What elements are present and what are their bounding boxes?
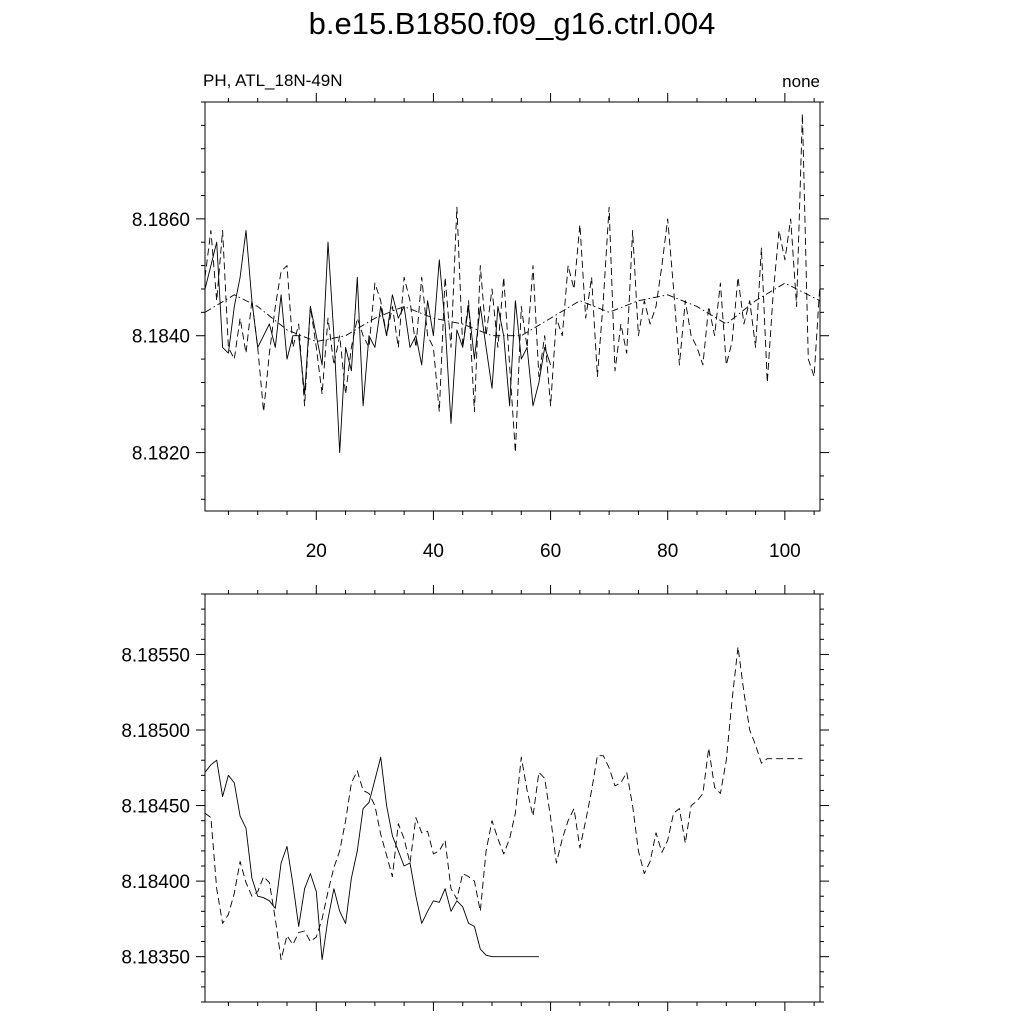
plot-frame	[205, 102, 820, 511]
y-tick-label: 8.18350	[121, 947, 190, 969]
y-tick-label: 8.1820	[131, 443, 190, 465]
chart-main-title: b.e15.B1850.f09_g16.ctrl.004	[308, 6, 716, 41]
panel-right-label: none	[782, 72, 820, 91]
y-tick-label: 8.18450	[121, 796, 190, 818]
x-tick-label: 60	[540, 541, 562, 562]
series-line-solid	[205, 757, 539, 960]
y-tick-label: 8.18400	[121, 872, 190, 894]
x-tick-label: 20	[305, 541, 327, 562]
series-line-dashed	[205, 647, 802, 960]
series-line-dashed	[205, 114, 820, 453]
x-tick-label: 80	[657, 541, 679, 562]
panel-left-label: PH, ATL_18N-49N	[203, 71, 343, 90]
y-tick-label: 8.1840	[131, 326, 190, 348]
series-line-dashdot	[205, 283, 820, 342]
bottom-panel	[121, 585, 829, 1011]
top-panel	[132, 71, 829, 562]
plot-frame	[205, 594, 820, 1002]
x-tick-label: 40	[422, 541, 444, 562]
x-tick-label: 100	[769, 541, 801, 562]
y-tick-label: 8.18500	[121, 721, 190, 742]
y-tick-label: 8.18550	[121, 645, 190, 667]
y-tick-label: 8.1860	[131, 209, 190, 231]
